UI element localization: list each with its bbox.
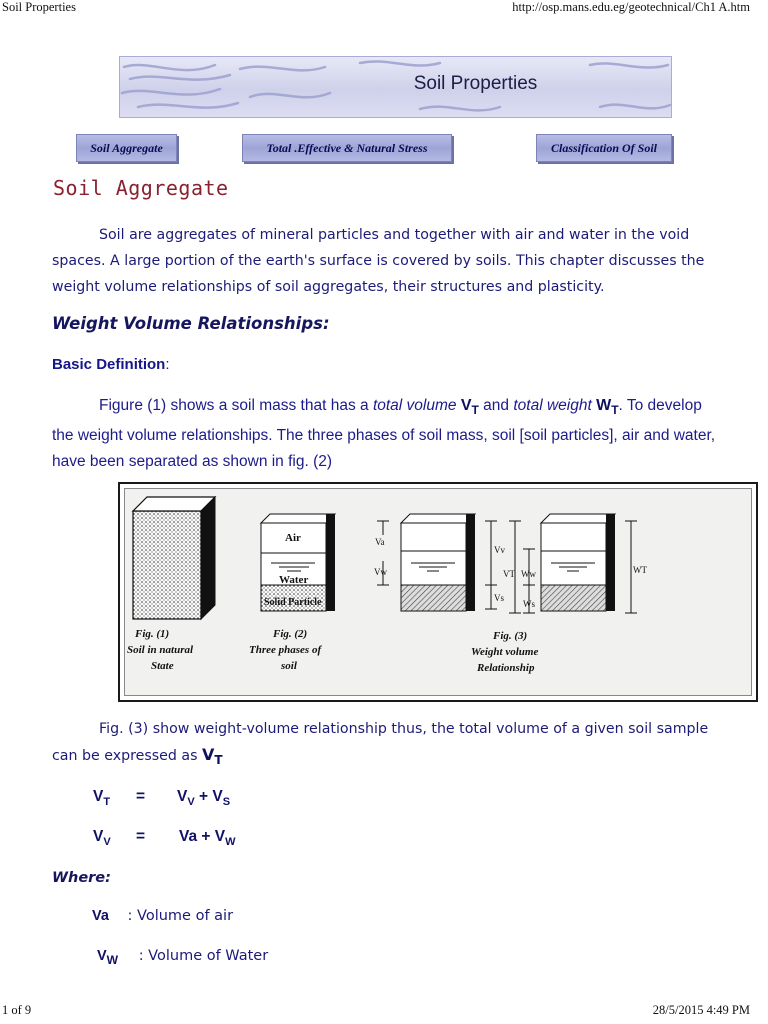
- definition-va: [92, 908, 233, 927]
- fig1-caption-1: Fig. (1): [135, 628, 170, 640]
- figure-paragraph: [52, 393, 720, 475]
- wt-symbol: $W_T$: [596, 397, 619, 418]
- intro-paragraph: Soil are aggregates of mineral particles and together with air and water in the void spaces. A large portion of the earth's surface is covered by soils. This chapter discusses the weight volume relationships of soil aggregates, their structures and plasticity.: [52, 227, 705, 295]
- page-banner: [119, 56, 672, 118]
- fig3-caption-2: Weight volume: [471, 646, 539, 658]
- weight-volume-heading: Weight Volume Relationships:: [52, 314, 330, 333]
- fig3-paragraph: [52, 716, 722, 773]
- svg-text:Ws: Ws: [523, 599, 535, 609]
- figure-paragraph-text-a: Figure (1) shows a soil mass that has a: [99, 397, 373, 414]
- banner-title: Soil Properties: [413, 73, 538, 94]
- weight-volume-block-left: [374, 514, 536, 613]
- page-counter: 1 of 9: [2, 1003, 32, 1017]
- phase-diagram: [125, 489, 755, 699]
- print-header-url: http://osp.mans.edu.eg/geotechnical/Ch1 A.htm: [512, 0, 750, 14]
- fig2-caption-1: Fig. (2): [273, 628, 308, 640]
- nav-classification-button[interactable]: Classification Of Soil: [536, 134, 672, 162]
- fig2-caption-3: soil: [281, 660, 297, 672]
- section-heading: Soil Aggregate: [53, 176, 229, 200]
- nav-soil-aggregate-button[interactable]: Soil Aggregate: [76, 134, 177, 162]
- vt-symbol: $V_T$: [460, 397, 479, 418]
- definition-vw: [97, 948, 268, 967]
- svg-text:Vv: Vv: [494, 545, 505, 555]
- nav-stress-button[interactable]: Total .Effective & Natural Stress: [242, 134, 452, 162]
- svg-text:VT: VT: [503, 569, 515, 579]
- definition-text: : Volume of Water: [138, 948, 269, 964]
- definition-text: : Volume of air: [127, 908, 234, 924]
- print-date: 28/5/2015 4:49 PM: [652, 1003, 750, 1017]
- svg-text:Vw: Vw: [374, 567, 387, 577]
- equation-rhs: $Va + V_W$: [179, 828, 236, 849]
- figure-paragraph-text-e: . To develop the weight volume relationships. The three phases of soil mass, soil [soil particles], air and water, have been separated as shown in fig. (2): [52, 397, 716, 471]
- soil-phase-figure: [118, 482, 758, 702]
- definition-symbol: Va: [92, 908, 109, 924]
- print-header-title: Soil Properties: [2, 0, 76, 14]
- basic-definition-heading: [52, 356, 170, 373]
- total-volume-term: total volume: [372, 397, 457, 414]
- equation-rhs: $V_V + V_S$: [177, 788, 231, 809]
- phase-water-label: Water: [279, 574, 309, 586]
- phase-solid-label: Solid Particle: [264, 597, 322, 608]
- fig2-caption-2: Three phases of: [249, 644, 322, 656]
- fig3-caption-1: Fig. (3): [493, 630, 528, 642]
- equation-equals: =: [136, 828, 146, 845]
- fig1-caption-3: State: [151, 660, 174, 672]
- svg-text:Vs: Vs: [494, 593, 505, 603]
- svg-text:WT: WT: [633, 565, 647, 575]
- definition-symbol: $V_W$: [97, 948, 119, 967]
- soil-cube-icon: [133, 497, 215, 619]
- vt-symbol-2: $V_T$: [202, 745, 223, 768]
- basic-definition-colon: :: [165, 356, 170, 373]
- phase-air-label: Air: [285, 532, 301, 544]
- weight-volume-block-right: [541, 514, 647, 613]
- equation-lhs: $V_V$: [93, 828, 111, 849]
- equation-lhs: $V_T$: [93, 788, 111, 809]
- equation-equals: =: [136, 788, 146, 805]
- fig3-paragraph-text: Fig. (3) show weight-volume relationship thus, the total volume of a given soil sample can be expressed as: [52, 721, 709, 764]
- basic-definition-label: Basic Definition: [52, 356, 166, 373]
- figure-paragraph-text-c: and: [478, 397, 514, 414]
- figure-panel: [124, 488, 752, 696]
- total-weight-term: total weight: [513, 397, 592, 414]
- svg-text:Va: Va: [375, 537, 385, 547]
- fig3-caption-3: Relationship: [477, 662, 535, 674]
- fig1-caption-2: Soil in natural: [127, 644, 194, 656]
- svg-text:Ww: Ww: [521, 569, 536, 579]
- where-heading: Where:: [52, 870, 111, 886]
